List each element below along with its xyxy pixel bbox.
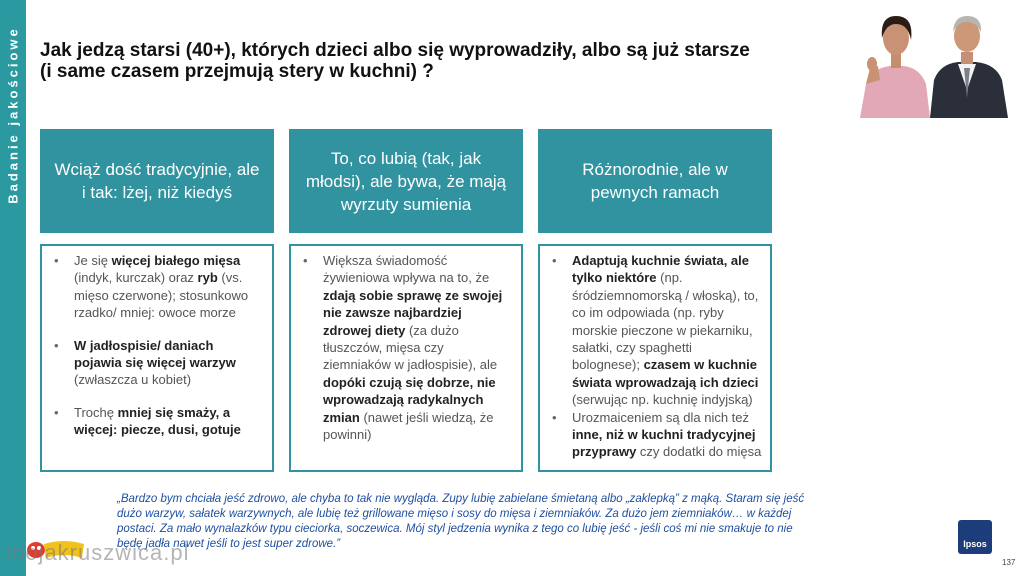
- bullet-text: Większa świadomość żywieniowa wpływa na to, że: [323, 253, 490, 286]
- bullet-text: (serwując np. kuchnię indyjską): [572, 392, 753, 408]
- column-3-body: [538, 244, 772, 472]
- watermark-text: mojakruszwica.pl: [6, 540, 190, 565]
- side-bar: [0, 0, 26, 576]
- presenters-photo: [858, 10, 1012, 118]
- bullet-item: [548, 252, 762, 409]
- bullet-text: (nawet jeśli wiedzą, że powinni): [323, 409, 494, 443]
- bullet-text: (za dużo tłuszczów, mięsa czy ziemniaków w jadłospisie), ale: [323, 322, 498, 373]
- bullet-emphasis: czasem w kuchnie świata wprowadzają ich dzieci: [572, 357, 759, 390]
- bullet-text: (np. śródziemnomorską / włoską), to, co im odpowiada (np. ryby morskie pieczone w piekarniku, sałatki, czy spaghetti bolognese);: [572, 270, 759, 373]
- bullet-item: [50, 337, 264, 389]
- bullet-text: (indyk, kurczak) oraz: [74, 270, 198, 286]
- page-number: 137: [1002, 558, 1016, 567]
- column-2-body: [289, 244, 523, 472]
- respondent-quote: „Bardzo bym chciała jeść zdrowo, ale chyba to tak nie wygląda. Zupy lubię zabielane śmietaną albo „zaklepką” z mąką. Staram się jeść dużo warzyw, sałatek warzywnych, ale lubię też grillowane mięso i sosy do mięsa i ziemniaków. Za dużo jem ziemniaków… w każdej postaci. Za mało wynalazków typu cieciorka, soczewica. Mój styl jedzenia wynika z tego co lubię jeść - jeśli coś mi nie smakuje to nie będę jadła nawet jeśli to jest super zdrowe.”: [117, 493, 805, 550]
- bullet-text: Trochę: [74, 404, 118, 420]
- column-1-body: [40, 244, 274, 472]
- title-line-1: Jak jedzą starsi (40+), których dzieci albo się wyprowadziły, albo są już starsze: [40, 40, 750, 61]
- bullet-item: [548, 409, 762, 461]
- bullet-item: [50, 404, 264, 439]
- bullet-text: Je się: [74, 253, 112, 268]
- title-line-2: (i same czasem przejmują stery w kuchni) ?: [40, 61, 434, 82]
- bullet-text: (zwłaszcza u kobiet): [74, 372, 192, 388]
- bullet-item: [299, 252, 513, 443]
- bullet-emphasis: mniej się smaży, a więcej: piecze, dusi, gotuje: [74, 404, 241, 438]
- column-2-heading: To, co lubią (tak, jak młodsi), ale bywa, że mają wyrzuty sumienia: [289, 129, 523, 233]
- bullet-emphasis: dopóki czują się dobrze, nie wprowadzają radykalnych zmian: [323, 374, 496, 425]
- bullet-emphasis: Adaptują kuchnie świata, ale tylko niektóre: [572, 253, 749, 286]
- column-3-heading: Różnorodnie, ale w pewnych ramach: [538, 129, 772, 233]
- column-1-heading: Wciąż dość tradycyjnie, ale i tak: lżej, niż kiedyś: [40, 129, 274, 233]
- bullet-item: [50, 252, 264, 322]
- bullet-emphasis: więcej białego mięsa: [111, 253, 241, 268]
- page-title: [40, 40, 840, 82]
- ipsos-logo: Ipsos: [958, 520, 992, 554]
- bullet-text: czy dodatki do mięsa: [636, 444, 762, 460]
- woman-figure: [860, 16, 930, 118]
- bullet-emphasis: W jadłospisie/ daniach pojawia się więcej warzyw: [74, 337, 236, 371]
- bullet-emphasis: zdają sobie sprawę ze swojej nie zawsze najbardziej zdrowej diety: [323, 287, 503, 338]
- bullet-emphasis: inne, niż w kuchni tradycyjnej przyprawy: [572, 427, 756, 460]
- bullet-text: (vs. mięso czerwone); stosunkowo rzadko/ mniej: owoce morze: [74, 270, 249, 321]
- side-label: Badanie jakościowe: [5, 26, 21, 204]
- bullet-text: Urozmaiceniem są dla nich też: [572, 409, 750, 425]
- bullet-emphasis: ryb: [197, 270, 218, 286]
- man-figure: [930, 16, 1008, 118]
